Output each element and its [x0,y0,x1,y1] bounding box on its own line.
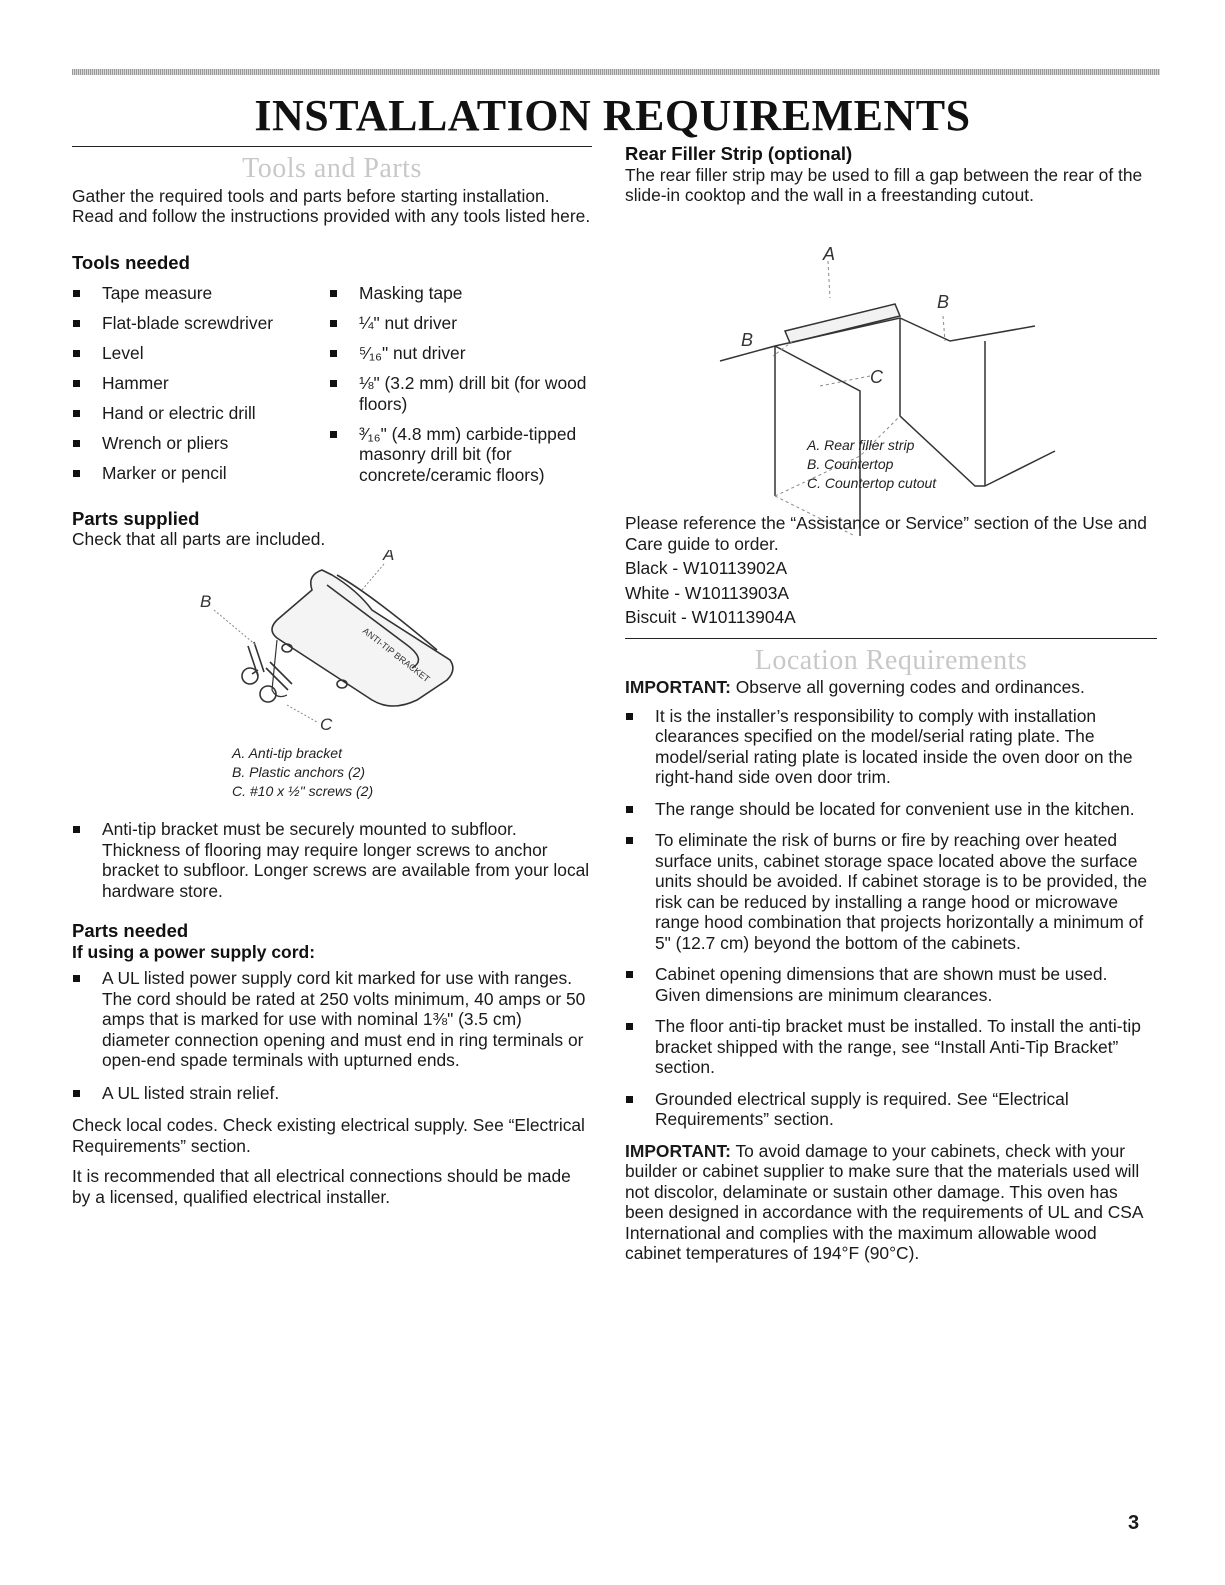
tools-col-1 [72,283,329,495]
list-item: A UL listed power supply cord kit marked for use with ranges. The cord should be rated at 250 volts minimum, 40 amps or 50 amps that is marked for use with nominal 1⅜" (3.5 cm) diameter connection opening and must end in ring terminals or open-end spade terminals with upturned ends. [72,968,592,1071]
tools-intro: Gather the required tools and parts before starting installation. Read and follow the instructions provided with any tools listed here. [72,185,591,226]
fig-label-c: C [870,366,883,387]
caption-line: C. Countertop cutout [807,475,937,491]
important-note-2 [625,1141,1157,1264]
list-item: To eliminate the risk of burns or fire by reaching over heated surface units, cabinet storage space located above the surface units should be avoided. If cabinet storage is to be provided, the risk can be reduced by installing a range hood or microwave range hood combination that projects horizontally a minimum of 5" (12.7 cm) beyond the bottom of the cabinets. [625,830,1157,953]
right-column [625,144,1157,1264]
parts-needed-heading: Parts needed [72,920,189,941]
left-column [72,146,592,1207]
list-item: Marker or pencil [72,463,329,484]
location-heading: Location Requirements [754,644,1028,676]
fig-label-c: C [320,714,333,734]
list-item: It is the installer’s responsibility to comply with installation clearances specified on the model/serial rating plate. The model/serial rating plate is located inside the oven door on the right-hand side oven door trim. [625,706,1157,788]
important-label: IMPORTANT: [625,677,731,697]
list-item: Hammer [72,373,329,394]
list-item: ¼" nut driver [329,313,592,334]
list-item: Flat-blade screwdriver [72,313,329,334]
reference-text: Please reference the “Assistance or Service” section of the Use and Care guide to order. [625,513,1147,554]
important-text: To avoid damage to your cabinets, check with your builder or cabinet supplier to make sure that the materials used will not discolor, delaminate or sustain other damage. This oven has been designed in accordance with the requirements of UL and CSA International and complies with the maximum allowable wood cabinet temperatures of 194°F (90°C). [625,1140,1143,1263]
fig-label-a: A [383,549,395,564]
important-note-1 [625,677,1157,698]
anti-tip-bracket-figure [72,550,592,760]
location-list [625,706,1157,1130]
parts-supplied-text: Check that all parts are included. [72,529,326,549]
check-codes-text: Check local codes. Check existing electrical supply. See “Electrical Requirements” section. [72,1115,585,1156]
list-item: Anti-tip bracket must be securely mounted to subfloor. Thickness of flooring may require longer screws to anchor bracket to subfloor. Longer screws are available from your local hardware store. [72,819,592,901]
section-rule [72,146,592,147]
list-item: Level [72,343,329,364]
fig-label-b: B [200,591,212,611]
top-rule [72,69,1160,75]
part-number: Black - W10113902A [625,558,788,578]
list-item: Masking tape [329,283,592,304]
tools-parts-heading: Tools and Parts [242,153,422,184]
caption-line: B. Countertop [807,456,894,472]
list-item: Cabinet opening dimensions that are shown must be used. Given dimensions are minimum clearances. [625,964,1157,1005]
fig-label-b2: B [937,291,950,312]
fig-label-a: A [823,243,836,264]
list-item: Tape measure [72,283,329,304]
anti-tip-note-list [72,819,592,901]
fig-label-b: B [741,329,754,350]
recommend-text: It is recommended that all electrical connections should be made by a licensed, qualified electrical installer. [72,1166,571,1207]
list-item: The floor anti-tip bracket must be installed. To install the anti-tip bracket shipped with the range, see “Install Anti-Tip Bracket” section. [625,1016,1157,1078]
page-title: INSTALLATION REQUIREMENTS [254,91,971,140]
rear-filler-text: The rear filler strip may be used to fill a gap between the rear of the slide-in cooktop and the wall in a freestanding cutout. [625,164,1143,205]
tools-col-2 [329,283,592,495]
part-number: Biscuit - W10113904A [625,607,796,627]
page-number: 3 [1128,1512,1140,1534]
caption-line: A. Rear filler strip [807,437,915,453]
tools-list [72,283,592,495]
list-item: The range should be located for convenient use in the kitchen. [625,799,1157,820]
bracket-label: ANTI-TIP BRACKET [360,625,432,684]
list-item: Wrench or pliers [72,433,329,454]
list-item: ³⁄₁₆" (4.8 mm) carbide-tipped masonry drill bit (for concrete/ceramic floors) [329,424,592,486]
caption-line: B. Plastic anchors (2) [232,764,366,780]
important-text: Observe all governing codes and ordinances. [730,677,1085,697]
caption-line: A. Anti-tip bracket [232,745,342,761]
caption-line: C. #10 x ½" screws (2) [232,783,374,799]
list-item: Hand or electric drill [72,403,329,424]
list-item: A UL listed strain relief. [72,1083,592,1104]
section-rule [625,638,1157,639]
list-item: Grounded electrical supply is required. See “Electrical Requirements” section. [625,1089,1157,1130]
important-label: IMPORTANT: [625,1140,731,1161]
parts-supplied-heading: Parts supplied [72,507,200,529]
tools-needed-heading: Tools needed [72,251,190,273]
power-cord-heading: If using a power supply cord: [72,941,316,962]
power-cord-list [72,968,592,1103]
list-item: ⅛" (3.2 mm) drill bit (for wood floors) [329,373,592,414]
rear-filler-heading: Rear Filler Strip (optional) [625,143,853,164]
part-number: White - W10113903A [625,582,790,603]
list-item: ⁵⁄₁₆" nut driver [329,343,592,364]
